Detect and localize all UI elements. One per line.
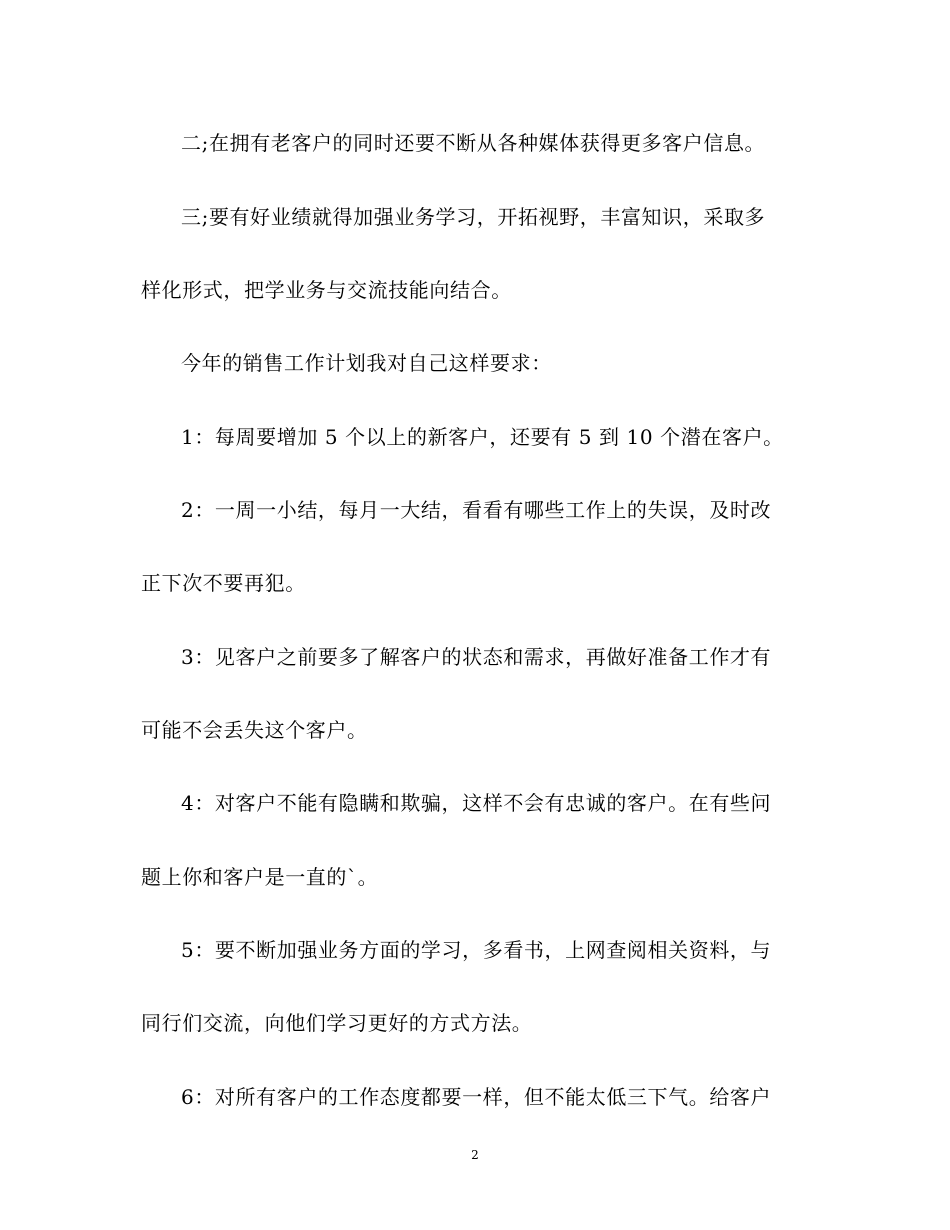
paragraph-line-7: 正下次不要再犯。 (141, 571, 306, 595)
paragraph-line-4: 今年的销售工作计划我对自己这样要求： (181, 351, 552, 375)
paragraph-line-12: 5：要不断加强业务方面的学习，多看书，上网查阅相关资料，与 (181, 938, 772, 962)
paragraph-line-5: 1：每周要增加 5 个以上的新客户，还要有 5 到 10 个潜在客户。 (181, 425, 784, 449)
paragraph-line-13: 同行们交流，向他们学习更好的方式方法。 (141, 1011, 533, 1035)
paragraph-line-6: 2：一周一小结，每月一大结，看看有哪些工作上的失误，及时改 (181, 498, 772, 522)
page-number: 2 (471, 1148, 479, 1162)
paragraph-line-11: 题上你和客户是一直的`。 (141, 865, 379, 889)
paragraph-line-1: 二;在拥有老客户的同时还要不断从各种媒体获得更多客户信息。 (181, 131, 766, 155)
paragraph-line-8: 3：见客户之前要多了解客户的状态和需求，再做好准备工作才有 (181, 645, 772, 669)
paragraph-line-2: 三;要有好业绩就得加强业务学习，开拓视野，丰富知识，采取多 (181, 205, 766, 229)
paragraph-line-10: 4：对客户不能有隐瞒和欺骗，这样不会有忠诚的客户。在有些问 (181, 791, 772, 815)
paragraph-line-14: 6：对所有客户的工作态度都要一样，但不能太低三下气。给客户 (181, 1085, 772, 1109)
paragraph-line-3: 样化形式，把学业务与交流技能向结合。 (141, 278, 512, 302)
paragraph-line-9: 可能不会丢失这个客户。 (141, 718, 368, 742)
